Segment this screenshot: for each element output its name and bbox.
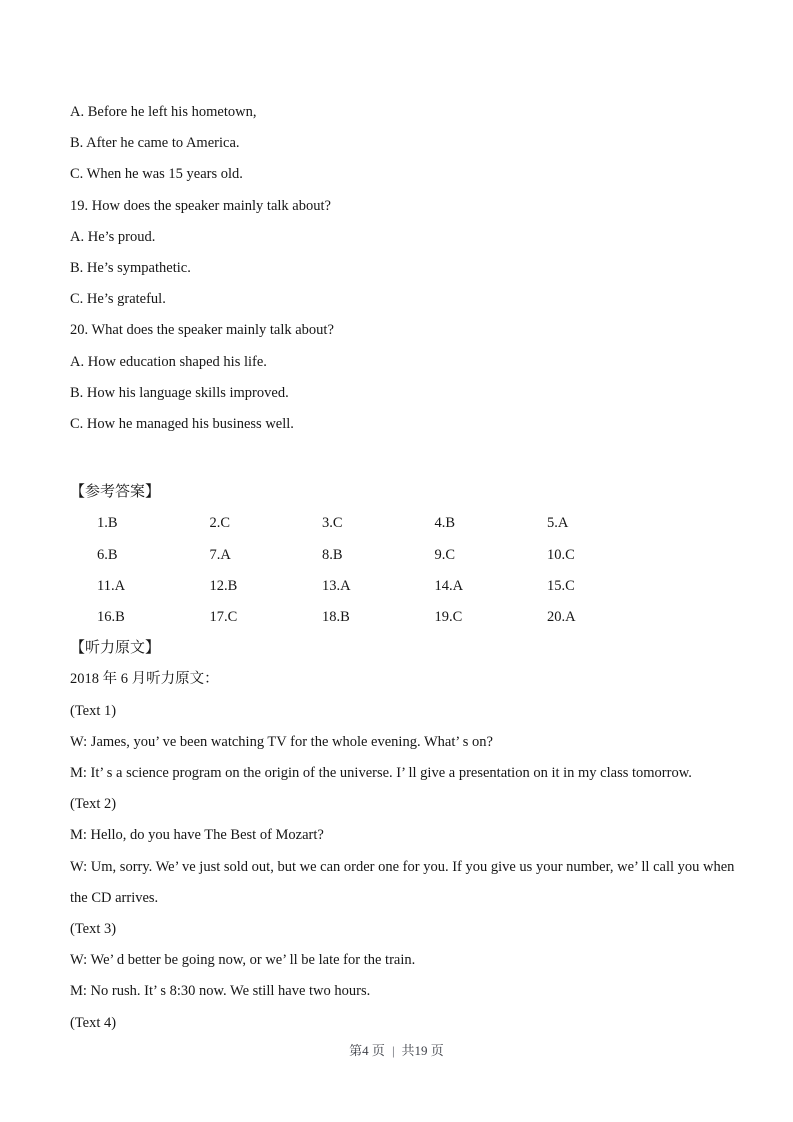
page-number: 第4 页	[349, 1043, 385, 1058]
question-option: A. How education shaped his life.	[70, 353, 267, 370]
answer-cell-19: 19.C	[434, 609, 463, 626]
question-option: A. Before he left his hometown,	[70, 104, 257, 120]
answer-cell-9: 9.C	[434, 546, 456, 563]
answer-cell-4: 4.B	[434, 515, 456, 532]
answer-cell-18: 18.B	[322, 609, 350, 626]
answer-key-header: 【参考答案】	[70, 484, 161, 501]
transcript-text4-label: (Text 4)	[70, 1014, 117, 1031]
transcript-line: W: James, you’ ve been watching TV for the whole evening. What’ s on?	[70, 733, 493, 750]
answer-cell-8: 8.B	[322, 546, 343, 563]
question-option: C. When he was 15 years old.	[70, 166, 243, 183]
question-option: C. How he managed his business well.	[70, 416, 294, 433]
transcript-line: M: It’ s a science program on the origin of the universe. I’ ll give a presentation on it in my class tomorrow.	[70, 765, 692, 782]
question-option: B. After he came to America.	[70, 135, 240, 152]
question-option: A. He’s proud.	[70, 228, 156, 245]
answer-cell-7: 7.A	[209, 546, 231, 563]
answer-cell-2: 2.C	[209, 515, 231, 532]
transcript-line: M: Hello, do you have The Best of Mozart?	[70, 827, 324, 844]
question-option: B. How his language skills improved.	[70, 384, 289, 401]
question-20: 20. What does the speaker mainly talk about?	[70, 322, 334, 339]
question-19: 19. How does the speaker mainly talk about?	[70, 197, 331, 214]
transcript-line: W: Um, sorry. We’ ve just sold out, but we can order one for you. If you give us your number, we’ ll call you when	[70, 858, 735, 875]
page-total: 共19 页	[401, 1043, 444, 1058]
answer-cell-10: 10.C	[547, 546, 575, 563]
answer-cell-20: 20.A	[547, 609, 576, 626]
answer-cell-5: 5.A	[547, 515, 569, 532]
transcript-subtitle: 2018 年 6 月听力原文：	[70, 671, 219, 688]
footer-separator: |	[391, 1043, 395, 1058]
answer-key-grid	[97, 508, 723, 633]
answer-cell-3: 3.C	[322, 515, 343, 532]
transcript-line-continuation: the CD arrives.	[70, 889, 159, 906]
answer-cell-12: 12.B	[209, 577, 238, 594]
answer-cell-13: 13.A	[322, 577, 351, 594]
answer-cell-6: 6.B	[97, 546, 118, 563]
answer-cell-14: 14.A	[434, 577, 464, 594]
transcript-line: W: We’ d better be going now, or we’ ll be late for the train.	[70, 952, 416, 969]
transcript-text3-label: (Text 3)	[70, 921, 117, 938]
question-option: B. He’s sympathetic.	[70, 260, 191, 277]
answer-cell-17: 17.C	[209, 609, 238, 626]
transcript-header: 【听力原文】	[70, 640, 161, 657]
answer-cell-11: 11.A	[97, 577, 126, 594]
answer-cell-15: 15.C	[547, 577, 575, 594]
page-footer	[0, 1040, 793, 1059]
transcript-text2-label: (Text 2)	[70, 796, 117, 813]
answer-cell-1: 1.B	[97, 515, 118, 532]
question-option: C. He’s grateful.	[70, 291, 166, 308]
transcript-text1-label: (Text 1)	[70, 702, 117, 719]
transcript-line: M: No rush. It’ s 8:30 now. We still have two hours.	[70, 983, 371, 1000]
answer-cell-16: 16.B	[97, 609, 125, 626]
